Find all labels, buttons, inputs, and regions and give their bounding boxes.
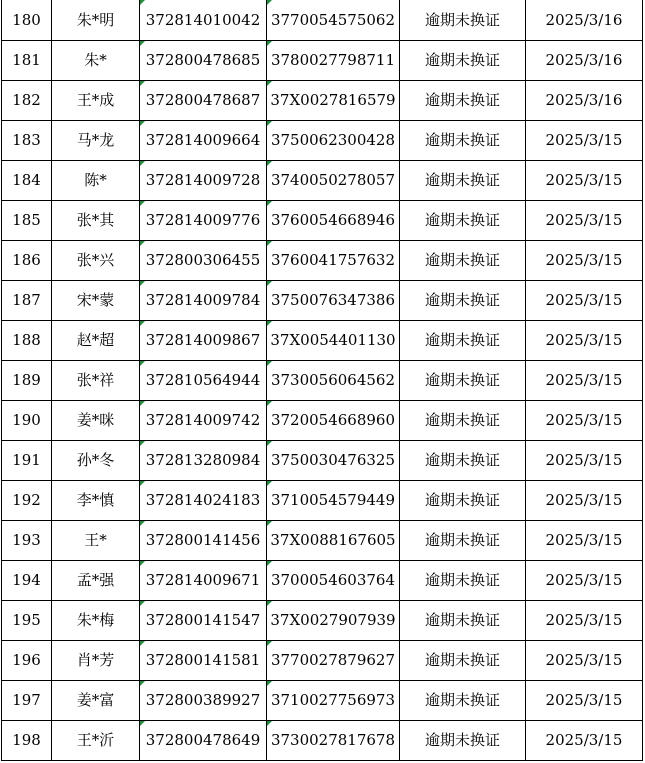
table-row bbox=[2, 601, 643, 641]
license-number-cell[interactable]: 3760041757632 bbox=[267, 241, 400, 281]
row-number-cell[interactable]: 188 bbox=[2, 321, 52, 361]
license-number-cell[interactable]: 3770054575062 bbox=[267, 0, 400, 41]
table-row bbox=[2, 481, 643, 521]
row-number-cell[interactable]: 190 bbox=[2, 401, 52, 441]
name-cell[interactable]: 陈* bbox=[52, 161, 140, 201]
license-number-cell[interactable]: 3750030476325 bbox=[267, 441, 400, 481]
name-cell[interactable]: 马*龙 bbox=[52, 121, 140, 161]
row-number-cell[interactable]: 192 bbox=[2, 481, 52, 521]
name-cell[interactable]: 姜*富 bbox=[52, 681, 140, 721]
date-cell[interactable]: 2025/3/16 bbox=[526, 81, 643, 121]
id-number-cell[interactable]: 372800141581 bbox=[140, 641, 267, 681]
id-number-cell[interactable]: 372814009776 bbox=[140, 201, 267, 241]
name-cell[interactable]: 宋*蒙 bbox=[52, 281, 140, 321]
row-number-cell[interactable]: 186 bbox=[2, 241, 52, 281]
row-number-cell[interactable]: 198 bbox=[2, 721, 52, 761]
table-row bbox=[2, 361, 643, 401]
date-cell[interactable]: 2025/3/15 bbox=[526, 481, 643, 521]
date-cell[interactable]: 2025/3/15 bbox=[526, 681, 643, 721]
id-number-cell[interactable]: 372800478649 bbox=[140, 721, 267, 761]
license-number-cell[interactable]: 3710027756973 bbox=[267, 681, 400, 721]
row-number-cell[interactable]: 181 bbox=[2, 41, 52, 81]
table-row bbox=[2, 0, 643, 41]
id-number-cell[interactable]: 372800389927 bbox=[140, 681, 267, 721]
date-cell[interactable]: 2025/3/15 bbox=[526, 521, 643, 561]
table-row bbox=[2, 241, 643, 281]
license-number-cell[interactable]: 3720054668960 bbox=[267, 401, 400, 441]
row-number-cell[interactable]: 196 bbox=[2, 641, 52, 681]
status-cell[interactable]: 逾期未换证 bbox=[400, 241, 526, 281]
name-cell[interactable]: 王* bbox=[52, 521, 140, 561]
name-cell[interactable]: 张*兴 bbox=[52, 241, 140, 281]
license-number-cell[interactable]: 3710054579449 bbox=[267, 481, 400, 521]
status-cell[interactable]: 逾期未换证 bbox=[400, 401, 526, 441]
name-cell[interactable]: 姜*咪 bbox=[52, 401, 140, 441]
date-cell[interactable]: 2025/3/15 bbox=[526, 361, 643, 401]
date-cell[interactable]: 2025/3/15 bbox=[526, 641, 643, 681]
table-row bbox=[2, 681, 643, 721]
date-cell[interactable]: 2025/3/15 bbox=[526, 321, 643, 361]
id-number-cell[interactable]: 372800478687 bbox=[140, 81, 267, 121]
table-row bbox=[2, 161, 643, 201]
name-cell[interactable]: 朱*梅 bbox=[52, 601, 140, 641]
date-cell[interactable]: 2025/3/15 bbox=[526, 201, 643, 241]
status-cell[interactable]: 逾期未换证 bbox=[400, 441, 526, 481]
status-cell[interactable]: 逾期未换证 bbox=[400, 161, 526, 201]
row-number-cell[interactable]: 180 bbox=[2, 0, 52, 41]
name-cell[interactable]: 朱*明 bbox=[52, 0, 140, 41]
name-cell[interactable]: 孙*冬 bbox=[52, 441, 140, 481]
name-cell[interactable]: 张*祥 bbox=[52, 361, 140, 401]
id-number-cell[interactable]: 372813280984 bbox=[140, 441, 267, 481]
id-number-cell[interactable]: 372814009664 bbox=[140, 121, 267, 161]
status-cell[interactable]: 逾期未换证 bbox=[400, 201, 526, 241]
status-cell[interactable]: 逾期未换证 bbox=[400, 721, 526, 761]
row-number-cell[interactable]: 189 bbox=[2, 361, 52, 401]
date-cell[interactable]: 2025/3/15 bbox=[526, 401, 643, 441]
status-cell[interactable]: 逾期未换证 bbox=[400, 0, 526, 41]
status-cell[interactable]: 逾期未换证 bbox=[400, 361, 526, 401]
id-number-cell[interactable]: 372800306455 bbox=[140, 241, 267, 281]
status-cell[interactable]: 逾期未换证 bbox=[400, 281, 526, 321]
status-cell[interactable]: 逾期未换证 bbox=[400, 121, 526, 161]
status-cell[interactable]: 逾期未换证 bbox=[400, 681, 526, 721]
date-cell[interactable]: 2025/3/15 bbox=[526, 121, 643, 161]
table-row bbox=[2, 201, 643, 241]
id-number-cell[interactable]: 372800141547 bbox=[140, 601, 267, 641]
row-number-cell[interactable]: 194 bbox=[2, 561, 52, 601]
id-number-cell[interactable]: 372814009867 bbox=[140, 321, 267, 361]
id-number-cell[interactable]: 372814009742 bbox=[140, 401, 267, 441]
status-cell[interactable]: 逾期未换证 bbox=[400, 81, 526, 121]
name-cell[interactable]: 王*沂 bbox=[52, 721, 140, 761]
table-row bbox=[2, 81, 643, 121]
table-row bbox=[2, 281, 643, 321]
status-cell[interactable]: 逾期未换证 bbox=[400, 521, 526, 561]
license-number-cell[interactable]: 3780027798711 bbox=[267, 41, 400, 81]
license-number-cell[interactable]: 37X0027907939 bbox=[267, 601, 400, 641]
id-number-cell[interactable]: 372800141456 bbox=[140, 521, 267, 561]
name-cell[interactable]: 孟*强 bbox=[52, 561, 140, 601]
date-cell[interactable]: 2025/3/15 bbox=[526, 721, 643, 761]
id-number-cell[interactable]: 372814009728 bbox=[140, 161, 267, 201]
name-cell[interactable]: 李*慎 bbox=[52, 481, 140, 521]
name-cell[interactable]: 肖*芳 bbox=[52, 641, 140, 681]
status-cell[interactable]: 逾期未换证 bbox=[400, 41, 526, 81]
row-number-cell[interactable]: 184 bbox=[2, 161, 52, 201]
row-number-cell[interactable]: 185 bbox=[2, 201, 52, 241]
table-row bbox=[2, 521, 643, 561]
date-cell[interactable]: 2025/3/15 bbox=[526, 161, 643, 201]
row-number-cell[interactable]: 183 bbox=[2, 121, 52, 161]
license-number-cell[interactable]: 3740050278057 bbox=[267, 161, 400, 201]
status-cell[interactable]: 逾期未换证 bbox=[400, 641, 526, 681]
license-number-cell[interactable]: 37X0088167605 bbox=[267, 521, 400, 561]
date-cell[interactable]: 2025/3/15 bbox=[526, 441, 643, 481]
license-number-cell[interactable]: 3750076347386 bbox=[267, 281, 400, 321]
table-row bbox=[2, 121, 643, 161]
license-number-cell[interactable]: 3700054603764 bbox=[267, 561, 400, 601]
table-row bbox=[2, 321, 643, 361]
status-cell[interactable]: 逾期未换证 bbox=[400, 601, 526, 641]
id-number-cell[interactable]: 372814024183 bbox=[140, 481, 267, 521]
table-row bbox=[2, 641, 643, 681]
table-row bbox=[2, 441, 643, 481]
status-cell[interactable]: 逾期未换证 bbox=[400, 321, 526, 361]
row-number-cell[interactable]: 182 bbox=[2, 81, 52, 121]
license-number-cell[interactable]: 37X0054401130 bbox=[267, 321, 400, 361]
name-cell[interactable]: 王*成 bbox=[52, 81, 140, 121]
date-cell[interactable]: 2025/3/16 bbox=[526, 41, 643, 81]
id-number-cell[interactable]: 372814009671 bbox=[140, 561, 267, 601]
license-number-cell[interactable]: 3760054668946 bbox=[267, 201, 400, 241]
id-number-cell[interactable]: 372810564944 bbox=[140, 361, 267, 401]
table-row bbox=[2, 721, 643, 761]
table-row bbox=[2, 41, 643, 81]
name-cell[interactable]: 张*其 bbox=[52, 201, 140, 241]
status-cell[interactable]: 逾期未换证 bbox=[400, 481, 526, 521]
license-number-cell[interactable]: 37X0027816579 bbox=[267, 81, 400, 121]
license-number-cell[interactable]: 3730056064562 bbox=[267, 361, 400, 401]
license-number-cell[interactable]: 3730027817678 bbox=[267, 721, 400, 761]
row-number-cell[interactable]: 193 bbox=[2, 521, 52, 561]
status-cell[interactable]: 逾期未换证 bbox=[400, 561, 526, 601]
table-row bbox=[2, 401, 643, 441]
date-cell[interactable]: 2025/3/15 bbox=[526, 561, 643, 601]
date-cell[interactable]: 2025/3/16 bbox=[526, 0, 643, 41]
records-table bbox=[1, 0, 643, 761]
license-number-cell[interactable]: 3750062300428 bbox=[267, 121, 400, 161]
records-table-body bbox=[2, 0, 643, 761]
row-number-cell[interactable]: 191 bbox=[2, 441, 52, 481]
name-cell[interactable]: 赵*超 bbox=[52, 321, 140, 361]
row-number-cell[interactable]: 195 bbox=[2, 601, 52, 641]
id-number-cell[interactable]: 372800478685 bbox=[140, 41, 267, 81]
row-number-cell[interactable]: 187 bbox=[2, 281, 52, 321]
date-cell[interactable]: 2025/3/15 bbox=[526, 241, 643, 281]
row-number-cell[interactable]: 197 bbox=[2, 681, 52, 721]
id-number-cell[interactable]: 372814009784 bbox=[140, 281, 267, 321]
name-cell[interactable]: 朱* bbox=[52, 41, 140, 81]
license-number-cell[interactable]: 3770027879627 bbox=[267, 641, 400, 681]
date-cell[interactable]: 2025/3/15 bbox=[526, 281, 643, 321]
table-row bbox=[2, 561, 643, 601]
date-cell[interactable]: 2025/3/15 bbox=[526, 601, 643, 641]
id-number-cell[interactable]: 372814010042 bbox=[140, 0, 267, 41]
